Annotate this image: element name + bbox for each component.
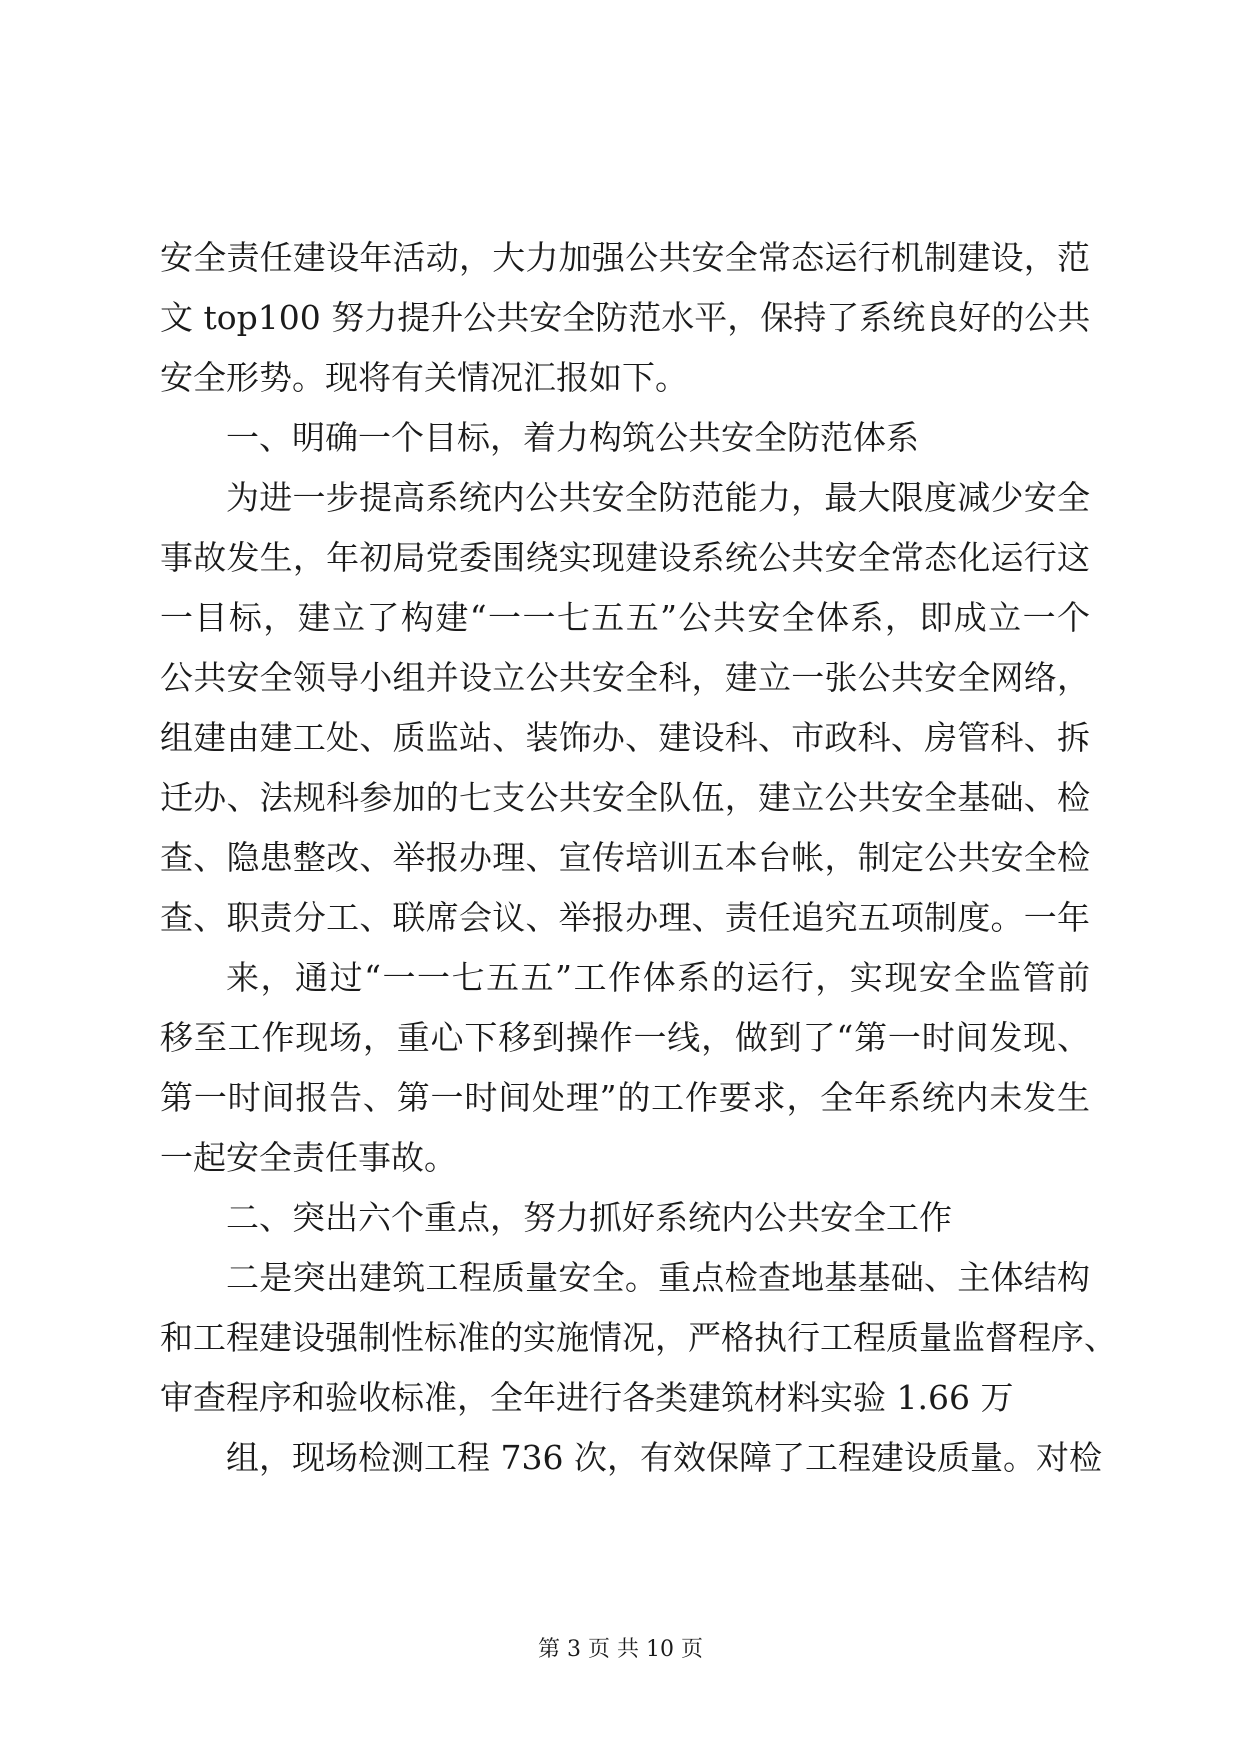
text-line: 公共安全领导小组并设立公共安全科，建立一张公共安全网络， bbox=[160, 658, 1090, 697]
text-line: 迁办、法规科参加的七支公共安全队伍，建立公共安全基础、检 bbox=[160, 778, 1090, 817]
text-line: 一起安全责任事故。 bbox=[160, 1138, 457, 1177]
text-line: 移至工作现场，重心下移到操作一线，做到了“第一时间发现、 bbox=[160, 1018, 1090, 1057]
text-line: 组，现场检测工程 736 次，有效保障了工程建设质量。对检 bbox=[226, 1438, 1102, 1477]
text-line: 安全责任建设年活动，大力加强公共安全常态运行机制建设，范 bbox=[160, 238, 1090, 277]
text-line: 组建由建工处、质监站、装饰办、建设科、市政科、房管科、拆 bbox=[160, 718, 1090, 757]
text-line: 第一时间报告、第一时间处理”的工作要求，全年系统内未发生 bbox=[160, 1078, 1090, 1117]
text-line: 二是突出建筑工程质量安全。重点检查地基基础、主体结构 bbox=[226, 1258, 1090, 1297]
section-heading: 一、明确一个目标，着力构筑公共安全防范体系 bbox=[226, 418, 919, 457]
text-line: 查、隐患整改、举报办理、宣传培训五本台帐，制定公共安全检 bbox=[160, 838, 1090, 877]
text-line: 安全形势。现将有关情况汇报如下。 bbox=[160, 358, 688, 397]
text-line: 审查程序和验收标准，全年进行各类建筑材料实验 1.66 万 bbox=[160, 1378, 1014, 1417]
text-line: 查、职责分工、联席会议、举报办理、责任追究五项制度。一年 bbox=[160, 898, 1090, 937]
text-line: 和工程建设强制性标准的实施情况，严格执行工程质量监督程序、 bbox=[160, 1318, 1117, 1357]
section-heading: 二、突出六个重点，努力抓好系统内公共安全工作 bbox=[226, 1198, 952, 1237]
text-line: 来，通过“一一七五五”工作体系的运行，实现安全监管前 bbox=[226, 958, 1090, 997]
text-line: 为进一步提高系统内公共安全防范能力，最大限度减少安全 bbox=[226, 478, 1090, 517]
page-number-label: 第 3 页 共 10 页 bbox=[538, 1637, 703, 1662]
text-line: 文 top100 努力提升公共安全防范水平，保持了系统良好的公共 bbox=[160, 298, 1091, 337]
document-body bbox=[160, 228, 1117, 1488]
page-footer bbox=[0, 1632, 1241, 1663]
text-line: 事故发生，年初局党委围绕实现建设系统公共安全常态化运行这 bbox=[160, 538, 1090, 577]
text-line: 一目标，建立了构建“一一七五五”公共安全体系，即成立一个 bbox=[160, 598, 1090, 637]
